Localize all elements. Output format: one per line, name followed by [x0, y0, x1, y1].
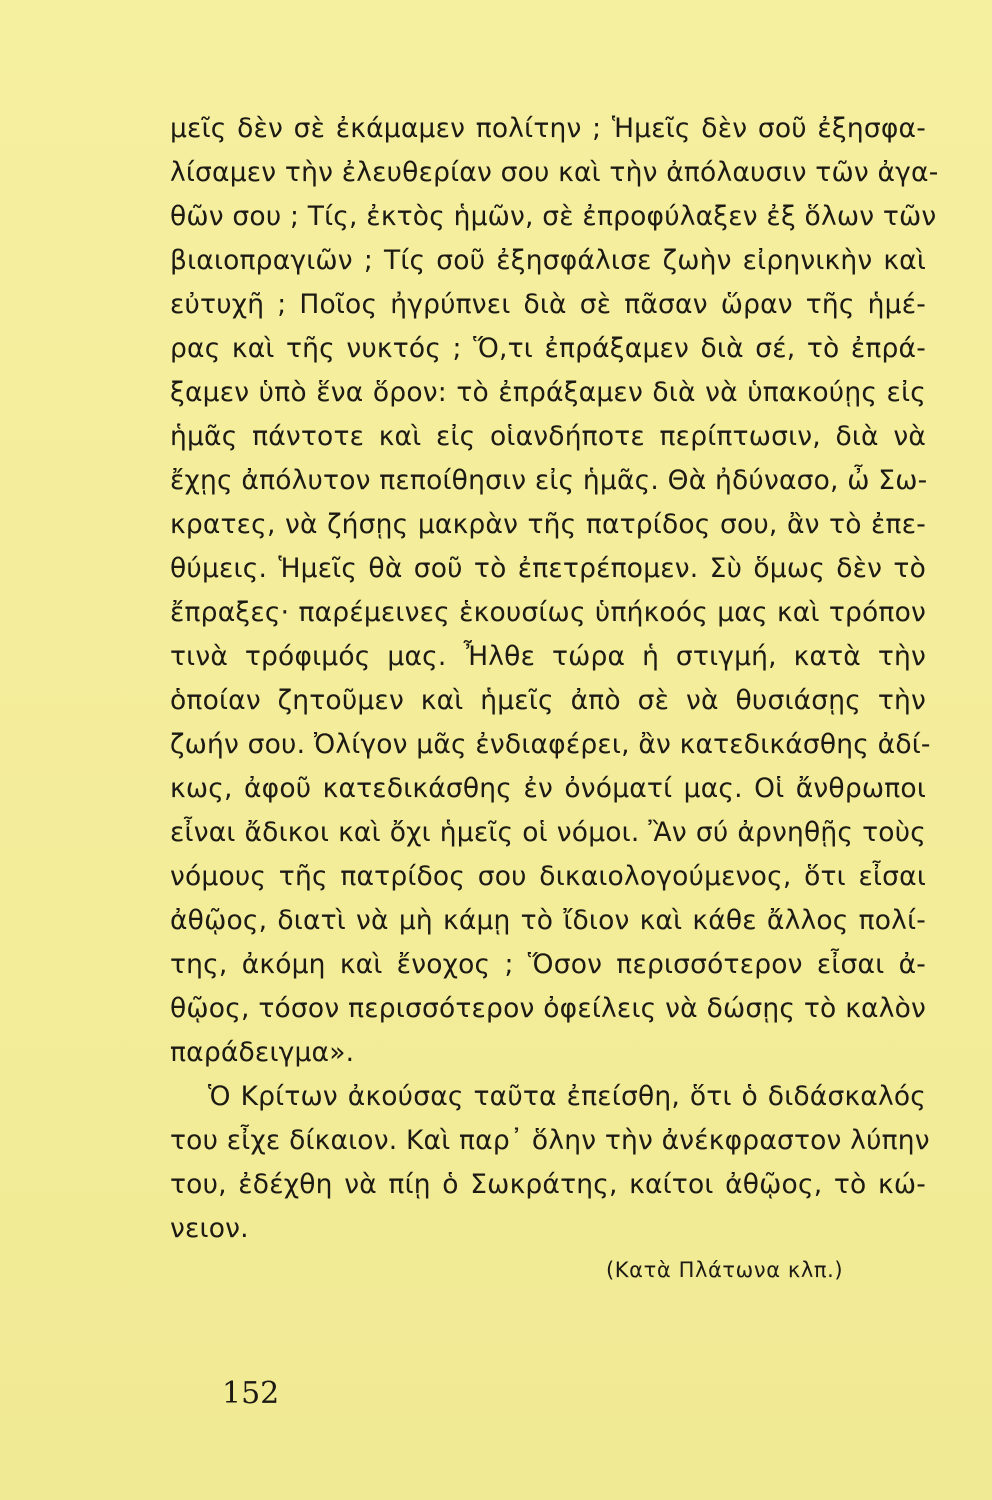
- text-line-1: μεῖς δὲν σὲ ἐκάμαμεν πολίτην ; Ἡμεῖς δὲν σοῦ ἐξησφα-: [170, 113, 926, 144]
- text-line-3: θῶν σου ; Τίς, ἐκτὸς ἡμῶν, σὲ ἐπροφύλαξεν ἐξ ὅλων τῶν: [170, 201, 937, 232]
- text-line-2: λίσαμεν τὴν ἐλευθερίαν σου καὶ τὴν ἀπόλαυσιν τῶν ἀγα-: [170, 157, 939, 188]
- text-line-24: του εἶχε δίκαιον. Καὶ παρ᾽ ὅλην τὴν ἀνέκφραστον λύπην: [170, 1125, 930, 1156]
- text-line-21: θῷος, τόσον περισσότερον ὀφείλεις νὰ δώσῃς τὸ καλὸν: [170, 993, 926, 1024]
- attribution: (Κατὰ Πλάτωνα κλπ.): [606, 1258, 844, 1282]
- text-line-15: ζωήν σου. Ὀλίγον μᾶς ἐνδιαφέρει, ἂν κατεδικάσθης ἀδί-: [170, 729, 931, 760]
- text-line-25: του, ἐδέχθη νὰ πίῃ ὁ Σωκράτης, καίτοι ἀθῷος, τὸ κώ-: [170, 1169, 926, 1200]
- text-line-12: ἔπραξες· παρέμεινες ἑκουσίως ὑπήκοός μας καὶ τρόπον: [170, 597, 926, 628]
- text-line-26: νειον.: [170, 1213, 249, 1244]
- text-line-17: εἶναι ἄδικοι καὶ ὄχι ἡμεῖς οἱ νόμοι. Ἂν σύ ἀρνηθῇς τοὺς: [170, 817, 926, 848]
- text-line-10: κρατες, νὰ ζήσῃς μακρὰν τῆς πατρίδος σου, ἂν τὸ ἐπε-: [170, 509, 926, 540]
- text-line-7: ξαμεν ὑπὸ ἕνα ὅρον: τὸ ἐπράξαμεν διὰ νὰ ὑπακούῃς εἰς: [170, 377, 926, 408]
- text-line-8: ἡμᾶς πάντοτε καὶ εἰς οἱανδήποτε περίπτωσιν, διὰ νὰ: [170, 421, 926, 452]
- text-line-6: ρας καὶ τῆς νυκτός ; Ὅ,τι ἐπράξαμεν διὰ σέ, τὸ ἐπρά-: [170, 333, 926, 364]
- text-line-18: νόμους τῆς πατρίδος σου δικαιολογούμενος, ὅτι εἶσαι: [170, 861, 926, 892]
- text-line-16: κως, ἀφοῦ κατεδικάσθης ἐν ὀνόματί μας. Οἱ ἄνθρωποι: [170, 773, 926, 804]
- text-line-5: εὐτυχῆ ; Ποῖος ἠγρύπνει διὰ σὲ πᾶσαν ὥραν τῆς ἡμέ-: [170, 289, 926, 320]
- text-line-9: ἔχῃς ἀπόλυτον πεποίθησιν εἰς ἡμᾶς. Θὰ ἠδύνασο, ὦ Σω-: [170, 465, 928, 496]
- text-line-4: βιαιοπραγιῶν ; Τίς σοῦ ἐξησφάλισε ζωὴν εἰρηνικὴν καὶ: [170, 245, 926, 276]
- text-line-13: τινὰ τρόφιμός μας. Ἦλθε τώρα ἡ στιγμή, κατὰ τὴν: [170, 641, 926, 672]
- text-line-20: της, ἀκόμη καὶ ἔνοχος ; Ὅσον περισσότερον εἶσαι ἀ-: [170, 949, 926, 980]
- text-line-23: Ὁ Κρίτων ἀκούσας ταῦτα ἐπείσθη, ὅτι ὁ διδάσκαλός: [208, 1081, 926, 1112]
- text-line-22: παράδειγμα».: [170, 1037, 355, 1068]
- text-line-11: θύμεις. Ἡμεῖς θὰ σοῦ τὸ ἐπετρέπομεν. Σὺ ὅμως δὲν τὸ: [170, 553, 926, 584]
- text-line-19: ἀθῷος, διατὶ νὰ μὴ κάμῃ τὸ ἴδιον καὶ κάθε ἄλλος πολί-: [170, 905, 926, 936]
- text-line-14: ὁποίαν ζητοῦμεν καὶ ἡμεῖς ἀπὸ σὲ νὰ θυσιάσῃς τὴν: [170, 685, 926, 716]
- page-number: 152: [222, 1376, 280, 1411]
